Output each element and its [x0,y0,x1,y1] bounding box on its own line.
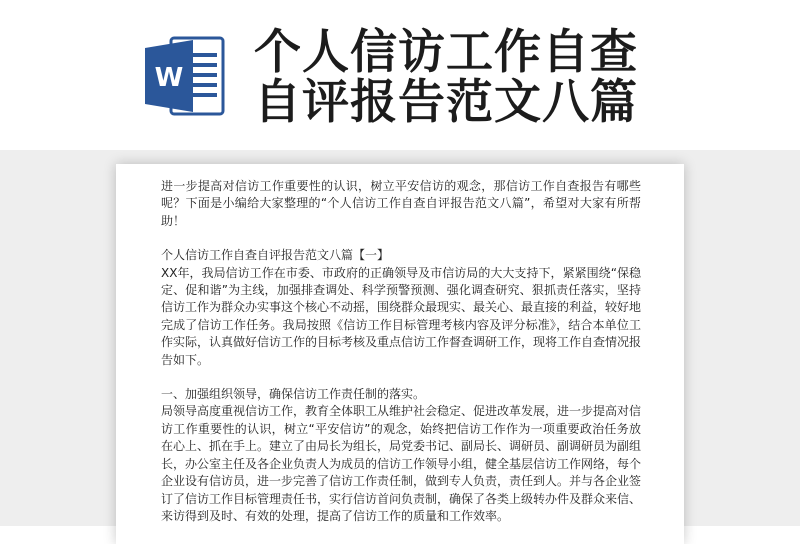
sub-heading: 一、加强组织领导，确保信访工作责任制的落实。 [161,387,426,402]
paragraph-gap [161,369,641,386]
section-heading: 个人信访工作自查自评报告范文八篇【一】 [161,248,390,263]
intro-paragraph: 进一步提高对信访工作重要性的认识，树立平安信访的观念，那信访工作自查报告有哪些呢？下面是小编给大家整理的“个人信访工作自查自评报告范文八篇”，希望对大家有所帮助！ [161,179,641,228]
document-page [116,164,684,544]
body-paragraph-1: XX年，我局信访工作在市委、市政府的正确领导及市信访局的大大支持下，紧紧围绕“保稳定、促和谐”为主线，加强排查调处、科学预警预测、强化调查研究、狠抓责任落实，坚持信访工作为群众办实事这个核心不动摇，围绕群众最现实、最关心、最直接的利益，较好地完成了信访工作任务。我局按照《信访工作目标管理考核内容及评分标准》，结合本单位工作实际，认真做好信访工作的目标考核及重点信访工作督查调研工作，现将工作自查情况报告如下。 [161,265,642,367]
document-body [161,178,641,525]
body-paragraph-2: 局领导高度重视信访工作，教育全体职工从维护社会稳定、促进改革发展，进一步提高对信访工作重要性的认识，树立“平安信访”的观念，始终把信访工作作为一项重要政治任务放在心上、抓在手上。建立了由局长为组长，局党委书记、副局长、调研员、副调研员为副组长，办公室主任及各企业负责人为成员的信访工作领导小组，健全基层信访工作网络，每个企业设有信访员，进一步完善了信访工作责任制，做到专人负责，责任到人。并与各企业签订了信访工作目标管理责任书，实行信访首问负责制，确保了各类上级转办件及群众来信、来访得到及时、有效的处理，提高了信访工作的质量和工作效率。 [161,404,642,523]
paragraph-gap [161,230,641,247]
page-title: 个人信访工作自查自评报告范文八篇 [254,25,638,130]
word-icon-letter: W [154,63,184,93]
word-document-icon [143,36,225,116]
page-header [0,0,800,160]
